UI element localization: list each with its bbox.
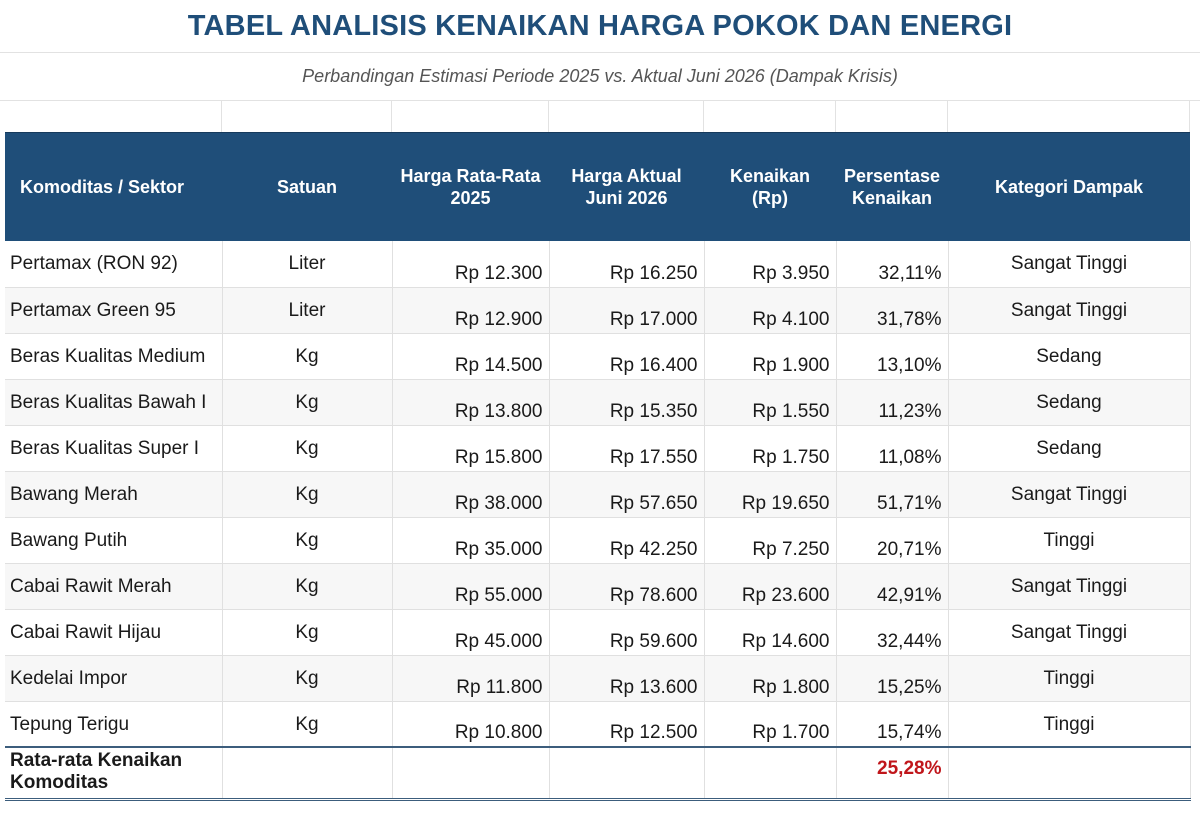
cell-increase-percent[interactable]: 11,23%: [836, 379, 948, 425]
cell-price-2026[interactable]: Rp 15.350: [549, 379, 704, 425]
cell-price-2026[interactable]: Rp 16.250: [549, 241, 704, 287]
cell-price-2026[interactable]: Rp 13.600: [549, 655, 704, 701]
cell-unit[interactable]: Liter: [222, 241, 392, 287]
cell-price-2026[interactable]: Rp 12.500: [549, 701, 704, 747]
cell-increase-rp[interactable]: Rp 1.900: [704, 333, 836, 379]
table-row: [5, 379, 1190, 425]
cell-price-2025[interactable]: Rp 10.800: [392, 701, 549, 747]
cell-increase-rp[interactable]: Rp 19.650: [704, 471, 836, 517]
title-row: [0, 0, 1200, 53]
table-row: [5, 655, 1190, 701]
empty-cell[interactable]: [948, 100, 1190, 132]
cell-increase-rp[interactable]: Rp 4.100: [704, 287, 836, 333]
cell-price-2026[interactable]: Rp 17.550: [549, 425, 704, 471]
cell-impact-category[interactable]: Sangat Tinggi: [948, 287, 1190, 333]
table-header-row: [5, 133, 1190, 242]
cell-impact-category[interactable]: Sangat Tinggi: [948, 563, 1190, 609]
subtitle-row: [0, 52, 1200, 101]
cell-increase-percent[interactable]: 20,71%: [836, 517, 948, 563]
empty-cell[interactable]: [549, 100, 704, 132]
table-row: [5, 517, 1190, 563]
average-label[interactable]: Rata-rata Kenaikan Komoditas: [5, 747, 222, 799]
cell-impact-category[interactable]: Tinggi: [948, 655, 1190, 701]
cell-unit[interactable]: Kg: [222, 655, 392, 701]
table-row: [5, 563, 1190, 609]
cell-increase-rp[interactable]: Rp 1.550: [704, 379, 836, 425]
cell-impact-category[interactable]: Sangat Tinggi: [948, 241, 1190, 287]
empty-cell[interactable]: [0, 100, 222, 132]
table-row: [5, 333, 1190, 379]
cell-price-2025[interactable]: Rp 35.000: [392, 517, 549, 563]
cell-increase-rp[interactable]: Rp 1.750: [704, 425, 836, 471]
cell-price-2025[interactable]: Rp 12.900: [392, 287, 549, 333]
cell-impact-category[interactable]: Sedang: [948, 379, 1190, 425]
cell-price-2026[interactable]: Rp 78.600: [549, 563, 704, 609]
cell-impact-category[interactable]: Sangat Tinggi: [948, 609, 1190, 655]
cell-increase-percent[interactable]: 13,10%: [836, 333, 948, 379]
cell-price-2025[interactable]: Rp 55.000: [392, 563, 549, 609]
empty-cell[interactable]: [836, 100, 948, 132]
header-increase-percent[interactable]: Persentase Kenaikan: [836, 133, 948, 242]
cell-commodity[interactable]: Beras Kualitas Super I: [5, 425, 222, 471]
cell-impact-category[interactable]: Sangat Tinggi: [948, 471, 1190, 517]
cell-unit[interactable]: Kg: [222, 333, 392, 379]
cell-increase-percent[interactable]: 51,71%: [836, 471, 948, 517]
cell-increase-rp[interactable]: Rp 7.250: [704, 517, 836, 563]
price-analysis-table: [5, 132, 1191, 801]
cell-impact-category[interactable]: Tinggi: [948, 701, 1190, 747]
header-increase-rp[interactable]: Kenaikan (Rp): [704, 133, 836, 242]
cell-increase-rp[interactable]: Rp 23.600: [704, 563, 836, 609]
cell-increase-rp[interactable]: Rp 1.700: [704, 701, 836, 747]
cell-unit[interactable]: Kg: [222, 425, 392, 471]
cell-increase-percent[interactable]: 15,74%: [836, 701, 948, 747]
table-row: [5, 241, 1190, 287]
cell-impact-category[interactable]: Sedang: [948, 425, 1190, 471]
empty-cell[interactable]: [704, 747, 836, 799]
cell-price-2026[interactable]: Rp 59.600: [549, 609, 704, 655]
header-impact-category[interactable]: Kategori Dampak: [948, 133, 1190, 242]
cell-increase-percent[interactable]: 31,78%: [836, 287, 948, 333]
cell-unit[interactable]: Kg: [222, 379, 392, 425]
table-row: [5, 609, 1190, 655]
cell-unit[interactable]: Kg: [222, 517, 392, 563]
empty-cell[interactable]: [549, 747, 704, 799]
cell-commodity[interactable]: Pertamax (RON 92): [5, 241, 222, 287]
header-commodity[interactable]: Komoditas / Sektor: [5, 133, 222, 242]
header-price-2025[interactable]: Harga Rata-Rata 2025: [392, 133, 549, 242]
empty-cell[interactable]: [222, 100, 392, 132]
header-unit[interactable]: Satuan: [222, 133, 392, 242]
empty-cell[interactable]: [392, 747, 549, 799]
cell-increase-percent[interactable]: 11,08%: [836, 425, 948, 471]
cell-unit[interactable]: Kg: [222, 701, 392, 747]
table-row: [5, 701, 1190, 747]
cell-increase-percent[interactable]: 32,11%: [836, 241, 948, 287]
cell-increase-rp[interactable]: Rp 3.950: [704, 241, 836, 287]
cell-commodity[interactable]: Beras Kualitas Bawah I: [5, 379, 222, 425]
cell-commodity[interactable]: Kedelai Impor: [5, 655, 222, 701]
cell-commodity[interactable]: Pertamax Green 95: [5, 287, 222, 333]
empty-cell[interactable]: [948, 747, 1190, 799]
cell-commodity[interactable]: Cabai Rawit Merah: [5, 563, 222, 609]
cell-commodity[interactable]: Cabai Rawit Hijau: [5, 609, 222, 655]
cell-unit[interactable]: Kg: [222, 609, 392, 655]
cell-price-2026[interactable]: Rp 16.400: [549, 333, 704, 379]
table-row: [5, 471, 1190, 517]
table-footer-row: [5, 747, 1190, 799]
cell-increase-percent[interactable]: 15,25%: [836, 655, 948, 701]
cell-increase-percent[interactable]: 32,44%: [836, 609, 948, 655]
page-title: TABEL ANALISIS KENAIKAN HARGA POKOK DAN ENERGI: [187, 9, 1013, 42]
cell-commodity[interactable]: Tepung Terigu: [5, 701, 222, 747]
cell-increase-rp[interactable]: Rp 1.800: [704, 655, 836, 701]
empty-cell[interactable]: [392, 100, 549, 132]
cell-increase-rp[interactable]: Rp 14.600: [704, 609, 836, 655]
cell-price-2026[interactable]: Rp 57.650: [549, 471, 704, 517]
cell-price-2025[interactable]: Rp 38.000: [392, 471, 549, 517]
cell-commodity[interactable]: Bawang Merah: [5, 471, 222, 517]
cell-impact-category[interactable]: Tinggi: [948, 517, 1190, 563]
empty-cell[interactable]: [704, 100, 836, 132]
header-price-2026[interactable]: Harga Aktual Juni 2026: [549, 133, 704, 242]
cell-increase-percent[interactable]: 42,91%: [836, 563, 948, 609]
cell-unit[interactable]: Kg: [222, 471, 392, 517]
cell-price-2025[interactable]: Rp 11.800: [392, 655, 549, 701]
empty-spacer-row: [0, 100, 1200, 132]
average-increase-value[interactable]: 25,28%: [836, 747, 948, 799]
cell-price-2025[interactable]: Rp 15.800: [392, 425, 549, 471]
cell-price-2025[interactable]: Rp 13.800: [392, 379, 549, 425]
cell-price-2025[interactable]: Rp 12.300: [392, 241, 549, 287]
cell-impact-category[interactable]: Sedang: [948, 333, 1190, 379]
cell-commodity[interactable]: Bawang Putih: [5, 517, 222, 563]
table-row: [5, 287, 1190, 333]
cell-price-2026[interactable]: Rp 42.250: [549, 517, 704, 563]
page-subtitle: Perbandingan Estimasi Periode 2025 vs. Aktual Juni 2026 (Dampak Krisis): [302, 65, 898, 86]
cell-price-2026[interactable]: Rp 17.000: [549, 287, 704, 333]
cell-unit[interactable]: Liter: [222, 287, 392, 333]
empty-cell[interactable]: [222, 747, 392, 799]
cell-price-2025[interactable]: Rp 14.500: [392, 333, 549, 379]
table-row: [5, 425, 1190, 471]
cell-unit[interactable]: Kg: [222, 563, 392, 609]
cell-commodity[interactable]: Beras Kualitas Medium: [5, 333, 222, 379]
cell-price-2025[interactable]: Rp 45.000: [392, 609, 549, 655]
